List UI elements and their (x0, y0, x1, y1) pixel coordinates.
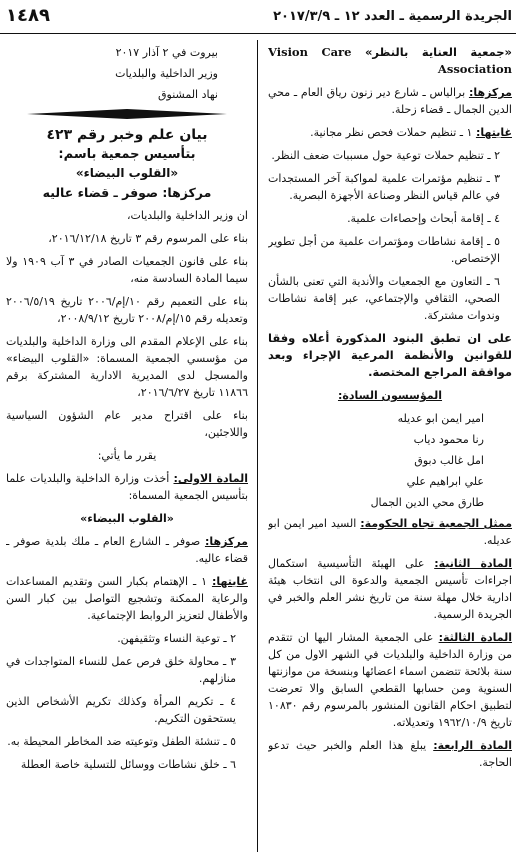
article-3-label: المادة الثالثة: (438, 631, 512, 644)
left-goals-1 (6, 573, 248, 624)
rep-text: السيد امير ايمن ابو عديله. (268, 517, 512, 547)
left-column (6, 44, 248, 850)
founder-name: رنا محمود دياب (413, 433, 484, 446)
goal-5: ٥ ـ إقامة نشاطات ومؤتمرات علمية من أجل تطوير الإختصاص. (268, 235, 500, 265)
notice-hq: مركزها: صوفر ـ قضاء عاليه (42, 185, 212, 200)
goal-6: ٦ ـ التعاون مع الجمعيات والأندية التي تعنى بالشأن الصحي، الثقافي والإجتماعي، عبر إقامة نشاطات وندوات مشتركة. (268, 275, 500, 322)
separator-diamond-icon (27, 109, 227, 119)
association-hq (268, 84, 512, 118)
founders-label: المؤسسون السادة: (337, 389, 443, 402)
article-2-text: على الهيئة التأسيسية استكمال اجراءات تأسيس الجمعية والدعوة الى انتخاب هيئة ادارية خلال مهلة سنة من تاريخ نشر العلم والخبر في الجريدة الرسمية. (268, 557, 512, 621)
signature-block (6, 44, 248, 103)
signature-place-date: بيروت في ٢ آذار ٢٠١٧ (115, 46, 218, 59)
goal-1: ١ ـ تنظيم حملات فحص نظر مجانية. (310, 126, 473, 139)
association-title-en: Vision Care Association (268, 45, 512, 76)
notice-subtitle: بتأسيس جمعية باسم: (58, 147, 196, 162)
left-goal-4: ٤ ـ تكريم المرأة وكذلك تكريم الأشخاص الذين يستحقون التكريم. (6, 695, 236, 725)
founder-name: علي ابراهيم علي (406, 475, 484, 488)
left-hq-label: مركزها: (204, 535, 248, 548)
basis-3: بناء على التعميم رقم ١٠/إم/٢٠٠٦ تاريخ ٢٠٠٦/٥/١٩ وتعديله رقم ١٥/إم/٢٠٠٨ تاريخ ٢٠٠٨/٩/١٢، (6, 295, 248, 325)
left-goal-5: ٥ ـ تنشئة الطفل وتوعيته ضد المخاطر المحيطة به. (7, 735, 236, 748)
condition-paragraph: على ان تطبق البنود المذكورة أعلاه وفقا للقوانين والأنظمة المرعية الإجراء وبعد موافقة المراجع المختصة. (268, 331, 512, 379)
left-goal-1: ١ ـ الإهتمام بكبار السن وتقديم المساعدات والرعاية الممكنة وتشجيع التواصل بين كبار السن والأطفال لتعزيز الروابط الإجتماعية. (6, 575, 248, 622)
goal-3: ٣ ـ تنظيم مؤتمرات علمية لمواكبة آخر المستجدات في عالم قياس النظر وصناعة الأجهزة البصرية. (268, 172, 500, 202)
goals-1 (268, 124, 512, 141)
decides: يقرر ما يأتي: (97, 449, 157, 462)
basis-4: بناء على الإعلام المقدم الى وزارة الداخلية والبلديات من مؤسسي الجمعية المسماة: «القلوب البيضاء» والمسجل لدى المديرية الادارية المشتركة برقم ١١٨٦٦ تاريخ ٢٠١٦/٦/٢٧، (6, 335, 248, 399)
signature-minister-name: نهاد المشنوق (158, 88, 218, 101)
association-title-ar: «جمعية العناية بالنظر» (364, 45, 512, 59)
left-goals-label: غايتها: (211, 575, 248, 588)
signature-minister-title: وزير الداخلية والبلديات (115, 67, 218, 80)
article-1-label: المادة الاولى: (173, 472, 248, 485)
left-goal-6: ٦ ـ خلق نشاطات ووسائل للتسلية خاصة العطلة (20, 758, 236, 771)
article-4 (268, 737, 512, 771)
basis-5: بناء على اقتراح مدير عام الشؤون السياسية واللاجئين، (6, 409, 248, 439)
rep-label: ممثل الجمعية تجاه الحكومة: (360, 517, 512, 530)
founder-name: امير ايمن ابو عديله (397, 412, 484, 425)
association-title (268, 44, 512, 78)
government-representative (268, 515, 512, 549)
article-4-label: المادة الرابعة: (433, 739, 512, 752)
founder-name: طارق محي الدين الجمال (370, 496, 484, 509)
left-goal-2: ٢ ـ توعية النساء وتثقيفهن. (117, 632, 236, 645)
page-header (0, 0, 516, 34)
right-column (268, 44, 512, 850)
article-1-association-name: «القلوب البيضاء» (80, 512, 174, 525)
hq-label: مركزها: (468, 86, 512, 99)
article-2 (268, 555, 512, 623)
article-2-label: المادة الثانية: (434, 557, 512, 570)
column-divider (257, 40, 258, 852)
notice-association-name: «القلوب البيضاء» (75, 166, 179, 180)
left-association-hq (6, 533, 248, 567)
left-hq-text: صوفر ـ الشارع العام ـ ملك بلدية صوفر ـ قضاء عاليه. (6, 535, 248, 565)
article-3-text: على الجمعية المشار اليها ان تتقدم من وزارة الداخلية والبلديات في الشهر الاول من كل سنة بلائحة تتضمن اسماء اعضائها وبنسخة من موازنتها السنوية ومن حسابها القطعي السابق والا تعرضت لتطبيق احكام القانون المنشور بالمرسوم رقم ١٠٨٣٠ تاريخ ١٩٦٢/١٠/٩ وتعديلاته. (268, 631, 512, 729)
goal-2: ٢ ـ تنظيم حملات توعية حول مسببات ضعف النظر. (271, 149, 500, 162)
founder-name: امل غالب دبوق (414, 454, 484, 467)
basis-1: بناء على المرسوم رقم ٣ تاريخ ٢٠١٦/١٢/١٨، (48, 232, 248, 245)
notice-title: بيان علم وخبر رقم ٤٢٣ (46, 127, 208, 143)
article-3 (268, 629, 512, 731)
page-number: ١٤٨٩ (6, 5, 50, 26)
article-4-text: يبلغ هذا العلم والخبر حيث تدعو الحاجة. (268, 739, 512, 769)
basis-2: بناء على قانون الجمعيات الصادر في ٣ آب ١٩٠٩ ولا سيما المادة السادسة منه، (6, 255, 248, 285)
hq-text: برالياس ـ شارع دير زنون رياق العام ـ محي الدين الجمال ـ قضاء زحلة. (268, 86, 512, 116)
intro: ان وزير الداخلية والبلديات، (126, 209, 248, 222)
left-goal-3: ٣ ـ محاولة خلق فرص عمل للنساء المتواجدات في منازلهم. (6, 655, 236, 685)
article-1-text: أخذت وزارة الداخلية والبلديات علما بتأسيس الجمعية المسماة: (6, 472, 248, 502)
section-separator (27, 109, 227, 119)
goal-4: ٤ ـ إقامة أبحاث وإحصاءات علمية. (347, 212, 500, 225)
article-1 (6, 470, 248, 504)
goals-label: غايتها: (475, 126, 512, 139)
gazette-title: الجريدة الرسمية ـ العدد ١٢ ـ ٢٠١٧/٣/٩ (273, 9, 512, 24)
